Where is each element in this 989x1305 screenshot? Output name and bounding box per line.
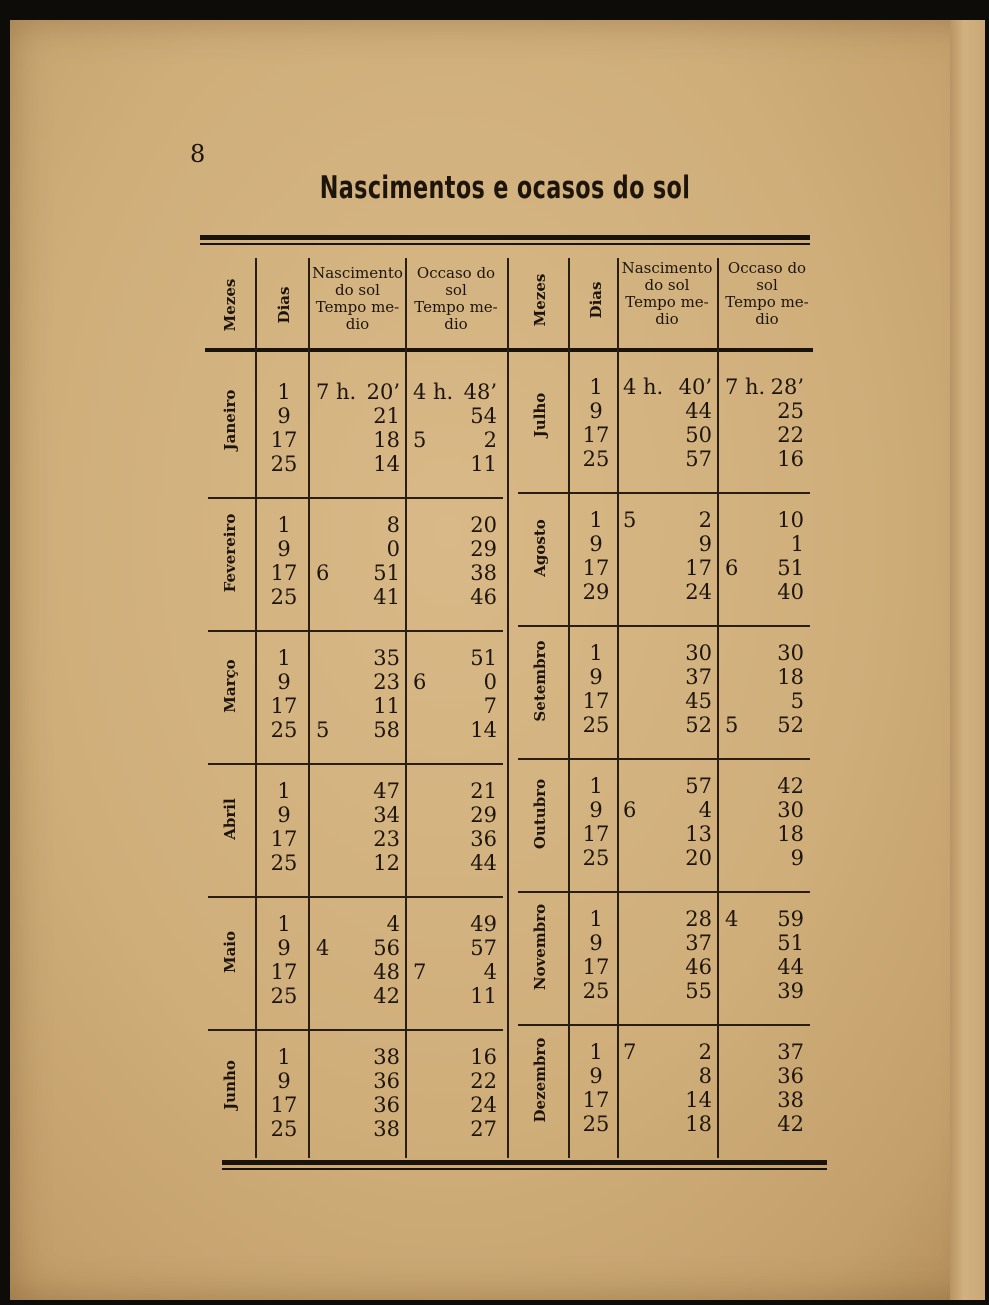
sunset-minute-cell: 11 — [470, 452, 497, 476]
sunset-hour-cell: 5 — [725, 713, 739, 737]
day-cell: 25 — [270, 452, 298, 476]
day-cell: 1 — [589, 375, 603, 399]
day-cell: 1 — [589, 508, 603, 532]
top-rule — [200, 235, 810, 240]
sunset-minute-cell: 51 — [777, 931, 804, 955]
sunrise-minute-cell: 14 — [685, 1088, 712, 1112]
sunrise-minute-cell: 58 — [373, 718, 400, 742]
month-label: Maio — [221, 930, 239, 974]
day-cell: 17 — [270, 428, 298, 452]
header-mezes-right: Mezes — [531, 273, 549, 327]
header-nascimento-left: dio — [345, 315, 370, 333]
sunrise-minute-cell: 37 — [685, 931, 712, 955]
day-cell: 17 — [582, 689, 610, 713]
sunset-hour-cell: 7 — [413, 960, 427, 984]
sunset-minute-cell: 29 — [470, 803, 497, 827]
bottom-rule — [222, 1160, 827, 1165]
header-nascimento-right: Nascimento — [621, 259, 713, 277]
sunrise-minute-cell: 30 — [685, 641, 712, 665]
header-occaso-left: Occaso do — [416, 264, 496, 282]
sunrise-hour-cell: 5 — [623, 508, 637, 532]
top-rule-thin — [200, 243, 810, 245]
sunset-hour-cell: 6 — [725, 556, 739, 580]
sunset-minute-cell: 52 — [777, 713, 804, 737]
sunset-minute-cell: 46 — [470, 585, 497, 609]
day-cell: 9 — [589, 399, 603, 423]
bottom-rule-thin — [222, 1168, 827, 1170]
sunrise-hour-cell: 4 — [316, 936, 330, 960]
day-cell: 25 — [270, 1117, 298, 1141]
sunset-minute-cell: 18 — [777, 665, 804, 689]
header-dias-right: Dias — [587, 281, 605, 319]
header-occaso-right: dio — [755, 310, 779, 328]
month-label: Agosto — [531, 519, 549, 577]
header-nascimento-right: do sol — [644, 276, 690, 294]
month-divider — [208, 630, 503, 632]
sunset-minute-cell: 42 — [777, 774, 804, 798]
sunrise-minute-cell: 18 — [685, 1112, 712, 1136]
book-page — [10, 20, 985, 1300]
header-nascimento-left: Tempo me- — [315, 298, 400, 316]
sunrise-minute-cell: 36 — [373, 1093, 400, 1117]
day-cell: 9 — [589, 798, 603, 822]
month-divider — [518, 1024, 810, 1026]
header-nascimento-right: Tempo me- — [625, 293, 709, 311]
sunrise-minute-cell: 45 — [685, 689, 712, 713]
month-label: Fevereiro — [221, 513, 239, 593]
month-divider — [518, 891, 810, 893]
sunset-minute-cell: 38 — [470, 561, 497, 585]
day-cell: 17 — [270, 960, 298, 984]
sunrise-minute-cell: 24 — [685, 580, 712, 604]
day-cell: 25 — [270, 984, 298, 1008]
month-divider — [518, 625, 810, 627]
sunrise-minute-cell: 46 — [685, 955, 712, 979]
sunset-minute-cell: 10 — [777, 508, 804, 532]
sunrise-minute-cell: 38 — [373, 1117, 400, 1141]
sunset-minute-cell: 2 — [483, 428, 497, 452]
header-occaso-right: Occaso do — [727, 259, 807, 277]
header-mezes-left: Mezes — [221, 278, 239, 332]
sunset-minute-cell: 4 — [483, 960, 497, 984]
sunrise-minute-cell: 14 — [373, 452, 400, 476]
day-cell: 25 — [582, 979, 610, 1003]
day-cell: 9 — [277, 537, 291, 561]
sunrise-minute-cell: 28 — [685, 907, 712, 931]
sunset-minute-cell: 37 — [777, 1040, 804, 1064]
month-label: Abril — [221, 798, 239, 840]
sunrise-hour-cell: 6 — [623, 798, 637, 822]
day-cell: 1 — [277, 1045, 291, 1069]
sunrise-minute-cell: 4 — [386, 912, 400, 936]
sunrise-minute-cell: 21 — [373, 404, 400, 428]
sunset-minute-cell: 54 — [470, 404, 497, 428]
month-divider — [208, 497, 503, 499]
sunset-minute-cell: 38 — [777, 1088, 804, 1112]
column-divider — [507, 258, 509, 1158]
month-divider — [208, 763, 503, 765]
day-cell: 1 — [589, 774, 603, 798]
month-label: Novembro — [531, 903, 549, 991]
sunrise-minute-cell: 0 — [386, 537, 400, 561]
sunrise-minute-cell: 52 — [685, 713, 712, 737]
sunrise-minute-cell: 51 — [373, 561, 400, 585]
month-divider — [518, 758, 810, 760]
day-cell: 25 — [582, 1112, 610, 1136]
sunset-minute-cell: 22 — [470, 1069, 497, 1093]
day-cell: 9 — [277, 404, 291, 428]
sunset-minute-cell: 30 — [777, 798, 804, 822]
day-cell: 17 — [270, 1093, 298, 1117]
sunset-minute-cell: 27 — [470, 1117, 497, 1141]
sunset-hour-cell: 6 — [413, 670, 427, 694]
day-cell: 17 — [270, 561, 298, 585]
sunset-minute-cell: 40 — [777, 580, 804, 604]
sunrise-minute-cell: 9 — [698, 532, 712, 556]
page-fold — [950, 20, 985, 1300]
header-nascimento-right: dio — [655, 310, 679, 328]
sunrise-minute-cell: 47 — [373, 779, 400, 803]
sunset-hour-cell: 4 — [725, 907, 739, 931]
sunrise-minute-cell: 4 — [698, 798, 712, 822]
day-cell: 25 — [270, 585, 298, 609]
month-divider — [518, 492, 810, 494]
sunset-minute-cell: 59 — [777, 907, 804, 931]
sunrise-minute-cell: 42 — [373, 984, 400, 1008]
day-cell: 17 — [582, 955, 610, 979]
day-cell: 9 — [277, 670, 291, 694]
sunset-minute-cell: 48’ — [463, 380, 497, 404]
day-cell: 17 — [582, 1088, 610, 1112]
sunset-hour-cell: 7 h. — [725, 375, 766, 399]
month-label: Julho — [531, 392, 549, 438]
page-title: Nascimentos e ocasos do sol — [319, 170, 691, 206]
sunset-minute-cell: 7 — [483, 694, 497, 718]
month-divider — [208, 896, 503, 898]
sunrise-minute-cell: 37 — [685, 665, 712, 689]
sunrise-minute-cell: 13 — [685, 822, 712, 846]
day-cell: 25 — [582, 713, 610, 737]
sunrise-minute-cell: 57 — [685, 447, 712, 471]
sunset-minute-cell: 51 — [777, 556, 804, 580]
header-nascimento-left: do sol — [335, 281, 380, 299]
header-occaso-right: sol — [756, 276, 778, 294]
sunset-minute-cell: 22 — [777, 423, 804, 447]
sunrise-minute-cell: 20’ — [366, 380, 400, 404]
sunset-minute-cell: 24 — [470, 1093, 497, 1117]
month-label: Dezembro — [531, 1037, 549, 1123]
sunrise-hour-cell: 7 — [623, 1040, 637, 1064]
day-cell: 25 — [270, 718, 298, 742]
sunrise-minute-cell: 2 — [698, 508, 712, 532]
sunset-minute-cell: 25 — [777, 399, 804, 423]
day-cell: 9 — [277, 1069, 291, 1093]
sunset-minute-cell: 5 — [790, 689, 804, 713]
day-cell: 1 — [277, 779, 291, 803]
sunset-minute-cell: 16 — [470, 1045, 497, 1069]
sunrise-minute-cell: 44 — [685, 399, 712, 423]
day-cell: 1 — [277, 513, 291, 537]
sunset-minute-cell: 57 — [470, 936, 497, 960]
sunset-minute-cell: 20 — [470, 513, 497, 537]
header-occaso-left: dio — [444, 315, 468, 333]
sunset-minute-cell: 21 — [470, 779, 497, 803]
sunset-minute-cell: 1 — [790, 532, 804, 556]
day-cell: 1 — [277, 646, 291, 670]
day-cell: 1 — [589, 1040, 603, 1064]
month-divider — [208, 1029, 503, 1031]
header-occaso-right: Tempo me- — [725, 293, 809, 311]
sunrise-minute-cell: 50 — [685, 423, 712, 447]
column-divider — [717, 258, 719, 1158]
day-cell: 17 — [270, 827, 298, 851]
sunrise-minute-cell: 56 — [373, 936, 400, 960]
day-cell: 1 — [589, 907, 603, 931]
sunset-minute-cell: 36 — [470, 827, 497, 851]
sunrise-minute-cell: 12 — [373, 851, 400, 875]
sunrise-minute-cell: 34 — [373, 803, 400, 827]
sunrise-minute-cell: 35 — [373, 646, 400, 670]
sunset-minute-cell: 18 — [777, 822, 804, 846]
sunset-minute-cell: 30 — [777, 641, 804, 665]
sunrise-minute-cell: 48 — [373, 960, 400, 984]
day-cell: 9 — [589, 532, 603, 556]
header-nascimento-left: Nascimento — [312, 264, 403, 282]
header-occaso-left: Tempo me- — [414, 298, 498, 316]
sunrise-hour-cell: 4 h. — [623, 375, 664, 399]
sunset-minute-cell: 16 — [777, 447, 804, 471]
header-rule — [205, 348, 813, 352]
sunrise-minute-cell: 38 — [373, 1045, 400, 1069]
sunset-minute-cell: 36 — [777, 1064, 804, 1088]
sunrise-minute-cell: 36 — [373, 1069, 400, 1093]
sunrise-minute-cell: 11 — [373, 694, 400, 718]
day-cell: 25 — [270, 851, 298, 875]
sunrise-hour-cell: 6 — [316, 561, 330, 585]
sunset-minute-cell: 9 — [790, 846, 804, 870]
sunset-minute-cell: 14 — [470, 718, 497, 742]
sunset-minute-cell: 11 — [470, 984, 497, 1008]
month-label: Janeiro — [221, 389, 239, 451]
sunset-hour-cell: 4 h. — [413, 380, 454, 404]
day-cell: 17 — [582, 423, 610, 447]
day-cell: 9 — [277, 803, 291, 827]
sunrise-minute-cell: 57 — [685, 774, 712, 798]
sunset-minute-cell: 51 — [470, 646, 497, 670]
sunset-minute-cell: 44 — [777, 955, 804, 979]
day-cell: 17 — [582, 822, 610, 846]
day-cell: 25 — [582, 846, 610, 870]
sunrise-minute-cell: 18 — [373, 428, 400, 452]
sunrise-hour-cell: 5 — [316, 718, 330, 742]
sunrise-minute-cell: 23 — [373, 670, 400, 694]
column-divider — [255, 258, 257, 1158]
column-divider — [568, 258, 570, 1158]
month-label: Outubro — [531, 778, 549, 850]
day-cell: 9 — [589, 1064, 603, 1088]
day-cell: 9 — [589, 665, 603, 689]
month-label: Junho — [221, 1060, 239, 1110]
sunset-minute-cell: 29 — [470, 537, 497, 561]
sunset-minute-cell: 28’ — [770, 375, 804, 399]
sunrise-hour-cell: 7 h. — [316, 380, 357, 404]
sunset-minute-cell: 42 — [777, 1112, 804, 1136]
sunrise-minute-cell: 55 — [685, 979, 712, 1003]
sunset-minute-cell: 0 — [483, 670, 497, 694]
header-occaso-left: sol — [445, 281, 467, 299]
sunrise-minute-cell: 17 — [685, 556, 712, 580]
sunset-minute-cell: 39 — [777, 979, 804, 1003]
sunset-minute-cell: 49 — [470, 912, 497, 936]
sunset-hour-cell: 5 — [413, 428, 427, 452]
sunset-minute-cell: 44 — [470, 851, 497, 875]
day-cell: 29 — [582, 580, 610, 604]
sunrise-minute-cell: 8 — [386, 513, 400, 537]
sunrise-minute-cell: 2 — [698, 1040, 712, 1064]
column-divider — [405, 258, 407, 1158]
day-cell: 9 — [589, 931, 603, 955]
day-cell: 25 — [582, 447, 610, 471]
sunrise-minute-cell: 41 — [373, 585, 400, 609]
sunrise-minute-cell: 8 — [698, 1064, 712, 1088]
day-cell: 17 — [270, 694, 298, 718]
day-cell: 1 — [589, 641, 603, 665]
sunrise-minute-cell: 40’ — [678, 375, 712, 399]
page-number: 8 — [190, 140, 206, 168]
day-cell: 9 — [277, 936, 291, 960]
sunrise-minute-cell: 20 — [685, 846, 712, 870]
day-cell: 1 — [277, 912, 291, 936]
month-label: Setembro — [531, 640, 549, 722]
header-dias-left: Dias — [275, 286, 293, 324]
sunrise-minute-cell: 23 — [373, 827, 400, 851]
month-label: Março — [221, 659, 239, 713]
day-cell: 1 — [277, 380, 291, 404]
day-cell: 17 — [582, 556, 610, 580]
